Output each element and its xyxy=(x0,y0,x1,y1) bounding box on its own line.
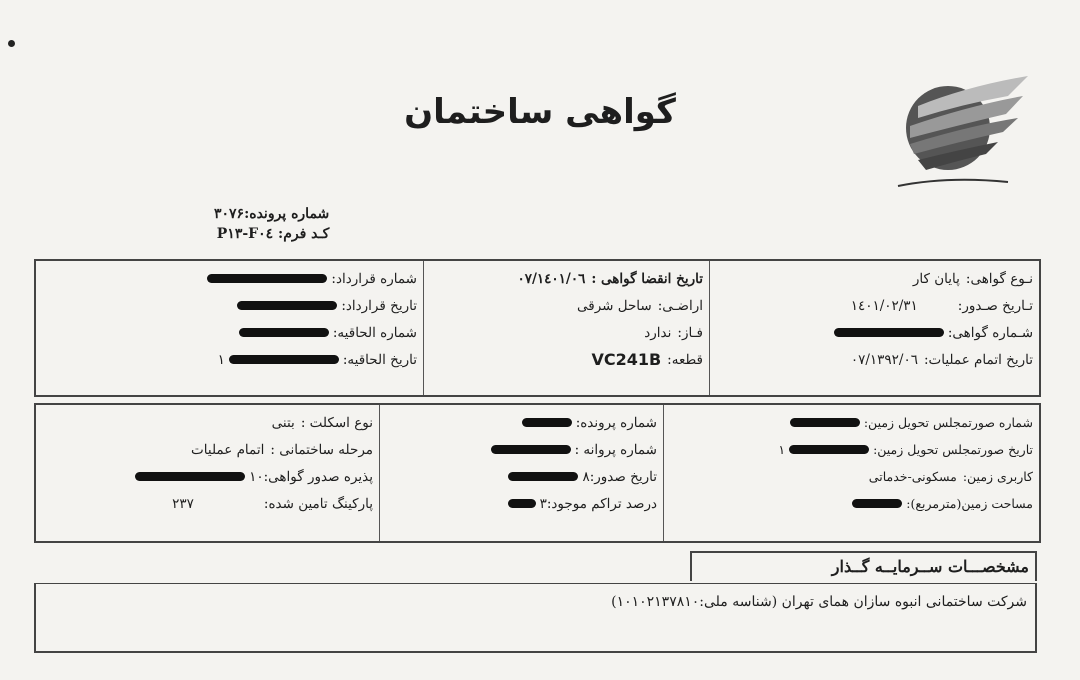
redaction-mark xyxy=(135,472,245,481)
field-label: شماره قرارداد: xyxy=(331,270,417,287)
bullet-dot xyxy=(8,40,15,47)
info-row xyxy=(716,346,1033,373)
certificate-info-column-left xyxy=(36,261,423,395)
info-row xyxy=(430,292,703,319)
field-label: تاریخ انقضا گواهی : xyxy=(591,270,703,287)
field-label: نوع اسکلت : xyxy=(300,414,373,431)
field-value: مسکونی-خدماتی xyxy=(868,469,957,484)
field-value: ۱ xyxy=(778,442,786,457)
investor-text: شرکت ساختمانی انبوه سازان همای تهران (شناسه ملی:۱۰۱۰۲۱۳۷۸۱۰) xyxy=(611,594,1027,610)
field-label: پارکینگ تامین شده: xyxy=(263,495,373,512)
info-row xyxy=(42,319,417,346)
field-label: شـماره گواهی: xyxy=(947,324,1033,341)
field-label: کاربری زمین: xyxy=(962,469,1033,484)
redaction-mark xyxy=(237,301,337,310)
info-row xyxy=(42,265,417,292)
info-row xyxy=(430,346,703,373)
redaction-mark xyxy=(834,328,944,337)
field-label: تاریخ صدور: xyxy=(589,468,657,485)
investor-details xyxy=(34,583,1037,653)
permit-info-column xyxy=(379,405,663,541)
certificate-info-box xyxy=(34,259,1041,397)
file-info xyxy=(214,204,329,244)
info-row xyxy=(42,292,417,319)
info-row xyxy=(386,490,657,517)
info-row xyxy=(386,409,657,436)
field-value: بتنی xyxy=(271,414,295,431)
building-info-column xyxy=(36,405,379,541)
field-label: شماره پروانه : xyxy=(574,441,657,458)
field-label: درصد تراکم موجود: xyxy=(546,495,657,512)
field-label: شماره الحاقیه: xyxy=(332,324,417,341)
info-row xyxy=(430,265,703,292)
certificate-info-column-right xyxy=(709,261,1039,395)
info-row xyxy=(670,409,1033,436)
info-row xyxy=(670,436,1033,463)
field-value: ۱٤۰۱/۰۲/۳۱ xyxy=(850,297,918,314)
field-label: مساحت زمین(مترمربع): xyxy=(906,496,1033,511)
page-title: گواهی ساختمان xyxy=(404,92,676,132)
redaction-mark xyxy=(491,445,571,454)
info-row xyxy=(386,436,657,463)
info-row xyxy=(716,319,1033,346)
field-label: تاریخ قرارداد: xyxy=(341,297,417,314)
field-label: تـاریخ صـدور: xyxy=(957,297,1033,314)
field-label: تاریخ اتمام عملیات: xyxy=(923,351,1033,368)
field-value: VC241B xyxy=(591,350,662,369)
field-value: ۸ xyxy=(582,468,590,485)
land-building-info-box xyxy=(34,403,1041,543)
redaction-mark xyxy=(207,274,327,283)
info-row xyxy=(430,319,703,346)
field-value: ندارد xyxy=(644,324,672,341)
field-value: ۲۳۷ xyxy=(172,495,194,512)
field-value: اتمام عملیات xyxy=(191,441,265,458)
redaction-mark xyxy=(229,355,339,364)
info-row xyxy=(386,463,657,490)
certificate-info-column-middle xyxy=(423,261,709,395)
form-code: کـد فرم: F۰٤-P۱۳ xyxy=(216,226,330,242)
investor-heading: مشخصـــات ســرمایــه گــذار xyxy=(690,551,1037,581)
field-value: ۱٤۰۱/۰٦/۰۷ xyxy=(517,270,586,287)
redaction-mark xyxy=(790,418,860,427)
field-label: تاریخ الحاقیه: xyxy=(342,351,417,368)
info-row xyxy=(42,409,373,436)
field-value: ساحل شرقی xyxy=(576,297,652,314)
info-row xyxy=(42,463,373,490)
field-value: ۱۳۹۲/۰٦/۰۷ xyxy=(850,351,918,368)
redaction-mark xyxy=(508,499,536,508)
redaction-mark xyxy=(852,499,902,508)
organization-logo xyxy=(888,66,1033,196)
info-row xyxy=(716,292,1033,319)
land-info-column xyxy=(663,405,1039,541)
field-label: قطعه: xyxy=(667,351,703,368)
info-row xyxy=(42,490,373,517)
field-label: فـاز: xyxy=(677,324,703,341)
redaction-mark xyxy=(508,472,578,481)
redaction-mark xyxy=(522,418,572,427)
info-row xyxy=(670,463,1033,490)
field-label: اراضـی: xyxy=(657,297,703,314)
field-label: مرحله ساختمانی : xyxy=(270,441,373,458)
redaction-mark xyxy=(789,445,869,454)
info-row xyxy=(42,346,417,373)
field-value: پایان کار xyxy=(912,270,960,287)
field-label: پذیره صدور گواهی: xyxy=(263,468,373,485)
field-label: شماره پرونده: xyxy=(575,414,657,431)
field-label: تاریخ صورتمجلس تحویل زمین: xyxy=(873,442,1033,457)
field-value: ۳ xyxy=(539,495,547,512)
redaction-mark xyxy=(239,328,329,337)
field-value: ۱ xyxy=(217,351,225,368)
info-row xyxy=(716,265,1033,292)
field-value: ۱۰ xyxy=(249,468,264,485)
info-row xyxy=(42,436,373,463)
field-label: نـوع گواهی: xyxy=(965,270,1033,287)
field-label: شماره صورتمجلس تحویل زمین: xyxy=(863,415,1033,430)
file-number: شماره پرونده:۳۰۷۶ xyxy=(214,206,330,222)
info-row xyxy=(670,490,1033,517)
